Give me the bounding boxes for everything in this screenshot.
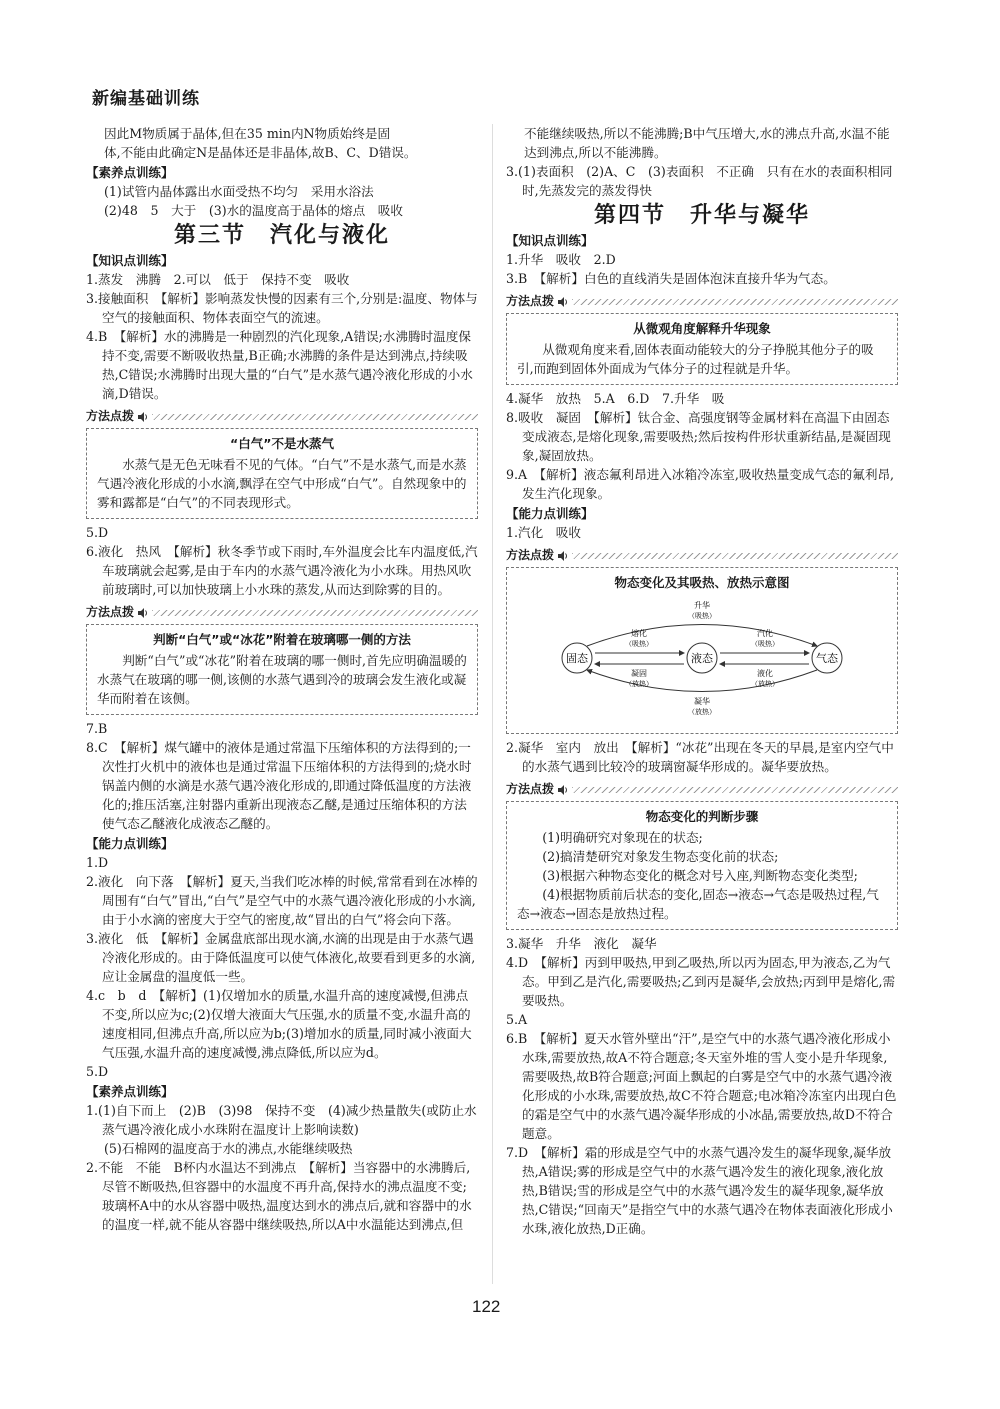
tip-line: (1)明确研究对象现在的状态; bbox=[542, 830, 703, 845]
tip-title: 物态变化及其吸热、放热示意图 bbox=[614, 575, 790, 590]
answer-k1: 1.升华 吸收 2.D bbox=[506, 252, 616, 267]
speaker-icon bbox=[558, 297, 568, 307]
answer-k8: 8.吸收 凝固 【解析】钛合金、高强度钢等金属材料在高温下由固态变成液态,是熔化现象,需要吸热;然后按构件形状重新结晶,是凝固现象,凝固放热。 bbox=[506, 410, 891, 463]
method-tip-text: 方法点拨 bbox=[506, 294, 555, 308]
speaker-icon bbox=[558, 551, 568, 561]
tip-rule bbox=[572, 787, 898, 793]
speaker-icon bbox=[138, 412, 148, 422]
label-gas: 气态 bbox=[816, 652, 838, 665]
method-tip-label bbox=[86, 407, 478, 426]
column-divider bbox=[492, 124, 493, 1284]
answer-a6: 6.B 【解析】夏天水管外壁出“汗”,是空气中的水蒸气遇冷液化形成小水珠,需要放热,故A不符合题意;冬天室外堆的雪人变小是升华现象,需要吸热,故B符合题意;河面上飘起的白雾是空气中的水蒸气遇冷液化形成的小水珠,需要放热,故C不符合题意;电冰箱冷冻室内出现白色的霜是空气中的水蒸气遇冷凝华形成的小冰晶,需要放热,故D不符合题意。 bbox=[506, 1031, 897, 1141]
method-tip-label bbox=[506, 780, 898, 799]
tip-line: (2)搞清楚研究对象发生物态变化前的状态; bbox=[542, 849, 779, 864]
method-tip-box-diagram bbox=[506, 567, 898, 734]
method-tip-label bbox=[506, 292, 898, 311]
answer-k8: 8.C 【解析】煤气罐中的液体是通过常温下压缩体积的方法得到的;一次性打火机中的液体也是通过常温下压缩体积的方法得到的;烧水时锅盖内侧的水滴是水蒸气遇冷液化形成的,即通过降低温度的方法液化的;推压活塞,注射器内重新出现液态乙醚,是通过压缩体积的方法使气态乙醚液化成液态乙醚的。 bbox=[86, 740, 472, 831]
note-condensation: （放热） bbox=[751, 680, 779, 688]
label-liquid: 液态 bbox=[691, 652, 713, 665]
note-vaporization: （吸热） bbox=[751, 640, 779, 648]
section-3-title: 第三节 汽化与液化 bbox=[173, 222, 390, 248]
page-number: 122 bbox=[472, 1297, 501, 1316]
answer-a7: 7.D 【解析】霜的形成是空气中的水蒸气遇冷发生的凝华现象,凝华放热,A错误;雾的形成是空气中的水蒸气遇冷发生的液化现象,液化放热,B错误;雪的形成是空气中的水蒸气遇冷发生的凝华现象,凝华放热,C错误;“回南天”是指空气中的水蒸气遇冷在物体表面液化形成小水珠,液化放热,D正确。 bbox=[506, 1145, 893, 1236]
left-column bbox=[86, 124, 478, 1234]
answer-a5: 5.D bbox=[86, 1064, 109, 1079]
method-tip-text: 方法点拨 bbox=[506, 548, 555, 562]
literacy-line-1: (1)试管内晶体露出水面受热不均匀 采用水浴法 bbox=[104, 184, 374, 199]
tip-title: 从微观角度解释升华现象 bbox=[633, 321, 771, 336]
tip-text: 判断“白气”或“冰花”附着在玻璃的哪一侧时,首先应明确温暖的水蒸气在玻璃的哪一侧,该侧的水蒸气遇到冷的玻璃会发生液化或凝华而附着在该侧。 bbox=[97, 653, 467, 706]
method-tip-box-2 bbox=[86, 624, 478, 715]
tag-literacy: 【素养点训练】 bbox=[86, 165, 174, 180]
tip-text: 从微观角度来看,固体表面动能较大的分子挣脱其他分子的吸引,而跑到固体外面成为气体分子的过程就是升华。 bbox=[517, 342, 874, 376]
answer-a4: 4.D 【解析】丙到甲吸热,甲到乙吸热,所以丙为固态,甲为液态,乙为气态。甲到乙是汽化,需要吸热;乙到丙是凝华,会放热;丙到甲是熔化,需要吸热。 bbox=[506, 955, 896, 1008]
tip-title: 判断“白气”或“冰花”附着在玻璃哪一侧的方法 bbox=[153, 632, 411, 647]
tag-ability: 【能力点训练】 bbox=[506, 506, 594, 521]
note-melting: （吸热） bbox=[625, 640, 653, 648]
speaker-icon bbox=[558, 785, 568, 795]
answer-a4: 4.c b d 【解析】(1)仅增加水的质量,水温升高的速度减慢,但沸点不变,所以应为c;(2)仅增大液面大气压强,水的质量不变,水温升高的速度相同,但沸点升高,所以应为b;(3)增加水的质量,同时减小液面大气压强,水温升高的速度减慢,沸点降低,所以应为d。 bbox=[86, 988, 472, 1060]
answer-s1-5: (5)石棉网的温度高于水的沸点,水能继续吸热 bbox=[104, 1141, 353, 1156]
answer-s3: 3.(1)表面积 (2)A、C (3)表面积 不正确 只有在水的表面积相同时,先蒸发完的蒸发得快 bbox=[506, 164, 893, 198]
tip-text: 水蒸气是无色无味看不见的气体。“白气”不是水蒸气,而是水蒸气遇冷液化形成的小水滴,飘浮在空气中形成“白气”。自然现象中的雾和露都是“白气”的不同表现形式。 bbox=[97, 457, 467, 510]
method-tip-box-3 bbox=[506, 313, 898, 385]
tip-line: (4)根据物质前后状态的变化,固态→液态→气态是吸热过程,气态→液态→固态是放热过程。 bbox=[517, 887, 879, 921]
tag-literacy-2: 【素养点训练】 bbox=[86, 1084, 174, 1099]
tip-rule bbox=[152, 414, 478, 420]
answer-s1: 1.(1)自下而上 (2)B (3)98 保持不变 (4)减少热量散失(或防止水蒸气遇冷液化成小水珠附在温度计上影响读数) bbox=[86, 1103, 477, 1137]
method-tip-text: 方法点拨 bbox=[86, 605, 135, 619]
phase-change-diagram bbox=[517, 598, 887, 718]
label-solid: 固态 bbox=[566, 652, 588, 665]
answer-a3: 3.凝华 升华 液化 凝华 bbox=[506, 936, 657, 951]
answer-k7: 7.B bbox=[86, 721, 108, 736]
answer-a3: 3.液化 低 【解析】金属盘底部出现水滴,水滴的出现是由于水蒸气遇冷液化形成的。由于降低温度可以使气体液化,故要看到更多的水滴,应让金属盘的温度低一些。 bbox=[86, 931, 476, 984]
answer-k1: 1.蒸发 沸腾 2.可以 低于 保持不变 吸收 bbox=[86, 272, 350, 287]
answer-s2: 2.不能 不能 B杯内水温达不到沸点 【解析】当容器中的水沸腾后,尽管不断吸热,但容器中的水温度不再升高,保持水的沸点温度不变;玻璃杯A中的水从容器中吸热,温度达到水的沸点后,就和容器中的水的温度一样,就不能从容器中继续吸热,所以A中水温能达到沸点,但 bbox=[86, 1160, 472, 1232]
method-tip-text: 方法点拨 bbox=[86, 409, 135, 423]
answer-a1: 1.汽化 吸收 bbox=[506, 525, 581, 540]
answer-k9: 9.A 【解析】液态氟利昂进入冰箱冷冻室,吸收热量变成气态的氟利昂,发生汽化现象。 bbox=[506, 467, 895, 501]
tip-rule bbox=[572, 299, 898, 305]
tip-rule bbox=[152, 610, 478, 616]
answer-k4: 4.B 【解析】水的沸腾是一种剧烈的汽化现象,A错误;水沸腾时温度保持不变,需要不断吸收热量,B正确;水沸腾的条件是达到沸点,持续吸热,C错误;水沸腾时出现大量的“白气”是水蒸气遇冷液化形成的小水滴,D错误。 bbox=[86, 329, 473, 401]
method-tip-label bbox=[86, 603, 478, 622]
tip-title: 物态变化的判断步骤 bbox=[645, 809, 759, 824]
tag-ability: 【能力点训练】 bbox=[86, 836, 174, 851]
answer-k3: 3.B 【解析】白色的直线消失是固体泡沫直接升华为气态。 bbox=[506, 271, 836, 286]
method-tip-label bbox=[506, 546, 898, 565]
tip-line: (3)根据六种物态变化的概念对号入座,判断物态变化类型; bbox=[542, 868, 858, 883]
note-freezing: （放热） bbox=[625, 680, 653, 688]
method-tip-box-4 bbox=[506, 801, 898, 930]
intro-line-2: 体,不能由此确定N是晶体还是非晶体,故B、C、D错误。 bbox=[104, 145, 417, 160]
note-sublimation: （吸热） bbox=[688, 612, 716, 620]
tag-knowledge: 【知识点训练】 bbox=[86, 253, 174, 268]
intro-line-1: 因此M物质属于晶体,但在35 min内N物质始终是固 bbox=[104, 126, 391, 141]
answer-a5: 5.A bbox=[506, 1012, 528, 1027]
label-freezing: 凝固 bbox=[631, 669, 647, 678]
method-tip-box-1 bbox=[86, 428, 478, 519]
answer-k5: 5.D bbox=[86, 525, 109, 540]
tip-title: “白气”不是水蒸气 bbox=[230, 436, 334, 451]
answer-a1: 1.D bbox=[86, 855, 109, 870]
note-deposition: （放热） bbox=[688, 708, 716, 716]
label-melting: 熔化 bbox=[631, 629, 647, 638]
label-condensation: 液化 bbox=[757, 669, 773, 678]
tag-knowledge: 【知识点训练】 bbox=[506, 233, 594, 248]
right-column bbox=[506, 124, 898, 1238]
answer-k6: 6.液化 热风 【解析】秋冬季节或下雨时,车外温度会比车内温度低,汽车玻璃就会起雾,是由于车内的水蒸气遇冷液化为小水珠。用热风吹前玻璃时,可以加快玻璃上小水珠的蒸发,从而达到除雾的目的。 bbox=[86, 544, 478, 597]
page-header: 新编基础训练 bbox=[92, 89, 200, 109]
continued-text: 不能继续吸热,所以不能沸腾;B中气压增大,水的沸点升高,水温不能达到沸点,所以不能沸腾。 bbox=[524, 126, 890, 160]
label-sublimation: 升华 bbox=[694, 601, 710, 610]
label-deposition: 凝华 bbox=[694, 697, 710, 706]
answer-k3: 3.接触面积 【解析】影响蒸发快慢的因素有三个,分别是:温度、物体与空气的接触面积、物体表面空气的流速。 bbox=[86, 291, 478, 325]
section-4-title: 第四节 升华与凝华 bbox=[593, 202, 810, 228]
answer-a2: 2.液化 向下落 【解析】夏天,当我们吃冰棒的时候,常常看到在冰棒的周围有“白气”冒出,“白气”是空气中的水蒸气遇冷液化形成的小水滴,由于小水滴的密度大于空气的密度,故“冒出的白气”将会向下落。 bbox=[86, 874, 478, 927]
answer-k4: 4.凝华 放热 5.A 6.D 7.升华 吸 bbox=[506, 391, 725, 406]
literacy-line-2: (2)48 5 大于 (3)水的温度高于晶体的熔点 吸收 bbox=[104, 203, 403, 218]
method-tip-text: 方法点拨 bbox=[506, 782, 555, 796]
answer-a2: 2.凝华 室内 放出 【解析】“冰花”出现在冬天的早晨,是室内空气中的水蒸气遇到比较冷的玻璃窗凝华形成的。凝华要放热。 bbox=[506, 740, 894, 774]
speaker-icon bbox=[138, 608, 148, 618]
label-vaporization: 汽化 bbox=[757, 629, 773, 638]
tip-rule bbox=[572, 553, 898, 559]
